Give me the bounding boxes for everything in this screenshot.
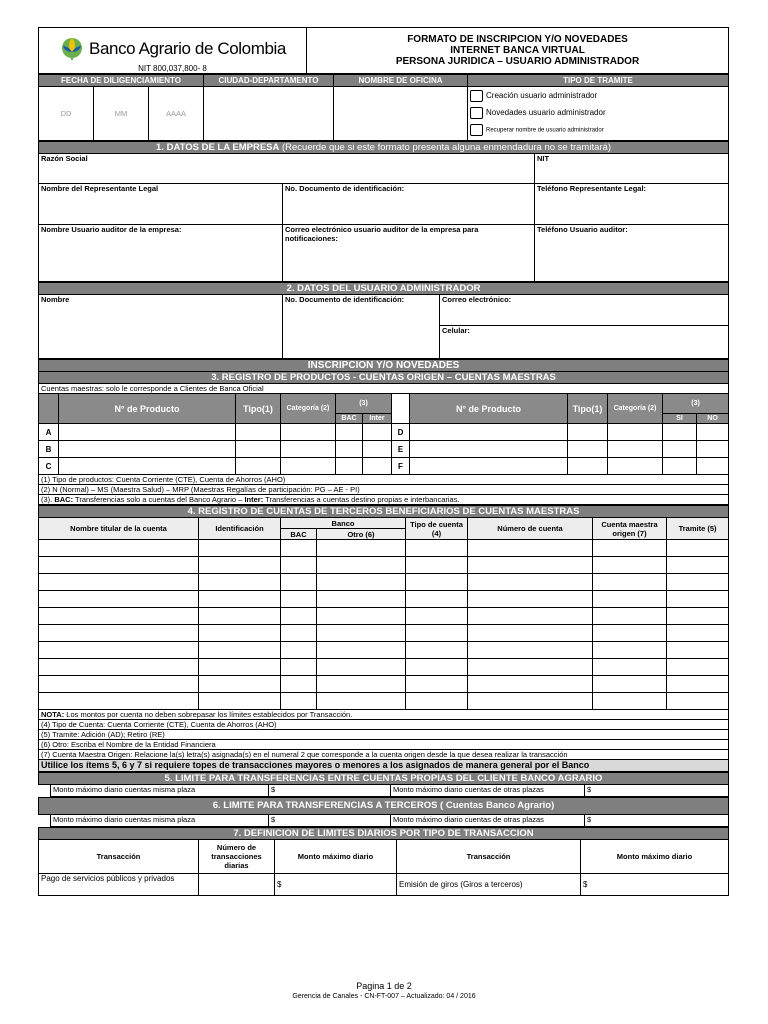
section6-title: 6. LIMITE PARA TRANSFERENCIAS A TERCEROS ( Cuentas Banco Agrario)	[39, 798, 729, 815]
product-row	[39, 424, 729, 441]
s6-misma-plaza-input[interactable]: $	[269, 815, 391, 827]
beneficiary-row	[39, 676, 729, 693]
tramite-options	[468, 87, 729, 141]
product-cell[interactable]	[410, 424, 568, 441]
footnote-4: (4) Tipo de Cuenta: Cuenta Corriente (CTE), Cuenta de Ahorros (AHO)	[39, 720, 729, 730]
beneficiary-cell[interactable]	[667, 574, 729, 591]
product-cell[interactable]	[59, 441, 236, 458]
product-cell[interactable]	[336, 424, 363, 441]
beneficiary-cell[interactable]	[468, 557, 593, 574]
option-label: Recuperar nombre de usuario administrador	[486, 127, 604, 134]
beneficiary-cell[interactable]	[281, 642, 317, 659]
beneficiary-cell[interactable]	[593, 693, 667, 710]
beneficiary-cell[interactable]	[406, 557, 468, 574]
product-cell[interactable]	[281, 441, 336, 458]
beneficiary-cell[interactable]	[281, 659, 317, 676]
beneficiary-cell[interactable]	[667, 625, 729, 642]
product-cell[interactable]	[281, 424, 336, 441]
beneficiary-cell[interactable]	[667, 540, 729, 557]
beneficiary-row	[39, 625, 729, 642]
beneficiary-cell[interactable]	[468, 625, 593, 642]
product-cell[interactable]	[663, 441, 697, 458]
beneficiary-cell[interactable]	[281, 540, 317, 557]
product-cell[interactable]	[59, 458, 236, 475]
option-novedades[interactable]	[470, 107, 726, 124]
section7-title: 7. DEFINICION DE LIMITES DIARIOS POR TIPO DE TRANSACCION	[39, 828, 729, 840]
product-cell[interactable]	[568, 424, 608, 441]
fn3-inter: Inter:	[244, 495, 264, 504]
razon-social-field[interactable]: Razón Social	[39, 154, 535, 184]
row-letter: B	[39, 441, 59, 458]
s5-misma-plaza-label: Monto máximo diario cuentas misma plaza	[51, 785, 269, 797]
footnote-1: (1) Tipo de productos: Cuenta Corriente (CTE), Cuenta de Ahorros (AHO)	[39, 475, 729, 485]
fn3-end: Transferencias a cuentas destino propias e interbancarias.	[263, 495, 460, 504]
si-header: SI	[663, 414, 697, 424]
beneficiary-cell[interactable]	[39, 557, 199, 574]
product-cell[interactable]	[568, 441, 608, 458]
beneficiary-cell[interactable]	[468, 540, 593, 557]
beneficiary-cell[interactable]	[406, 540, 468, 557]
beneficiary-cell[interactable]	[406, 608, 468, 625]
beneficiary-cell[interactable]	[406, 693, 468, 710]
checkbox[interactable]	[470, 90, 483, 102]
beneficiary-cell[interactable]	[317, 693, 406, 710]
section5-title: 5. LIMITE PARA TRANSFERENCIAS ENTRE CUENTAS PROPIAS DEL CLIENTE BANCO AGRARIO	[39, 773, 729, 785]
meta-table	[38, 74, 729, 141]
beneficiary-cell[interactable]	[406, 574, 468, 591]
product-cell[interactable]	[336, 441, 363, 458]
beneficiary-cell[interactable]	[406, 591, 468, 608]
section3-table	[38, 359, 729, 505]
beneficiary-cell[interactable]	[39, 693, 199, 710]
section4-nota	[39, 710, 729, 720]
beneficiary-cell[interactable]	[199, 557, 281, 574]
beneficiary-cell[interactable]	[406, 625, 468, 642]
option-label: Novedades usuario administrador	[486, 108, 606, 118]
blank-header	[39, 394, 59, 424]
monto-header: Monto máximo diario	[581, 840, 729, 874]
admin-correo-field[interactable]: Correo electrónico:	[440, 295, 729, 326]
beneficiary-cell[interactable]	[39, 540, 199, 557]
row-letter: C	[39, 458, 59, 475]
fn3-bac: BAC:	[54, 495, 74, 504]
row-letter: E	[392, 441, 410, 458]
title-line-2: INTERNET BANCA VIRTUAL	[450, 45, 585, 56]
identificacion-header: Identificación	[199, 518, 281, 540]
product-cell[interactable]	[363, 458, 392, 475]
beneficiary-cell[interactable]	[199, 591, 281, 608]
tipo-cuenta-header: Tipo de cuenta (4)	[406, 518, 468, 540]
section4-table	[38, 505, 729, 772]
beneficiary-cell[interactable]	[281, 591, 317, 608]
title-line-1: FORMATO DE INSCRIPCION Y/O NOVEDADES	[407, 34, 628, 45]
beneficiary-cell[interactable]	[317, 659, 406, 676]
beneficiary-row	[39, 642, 729, 659]
beneficiary-cell[interactable]	[317, 642, 406, 659]
beneficiary-cell[interactable]	[199, 608, 281, 625]
oficina-field[interactable]	[334, 87, 468, 141]
beneficiary-cell[interactable]	[39, 608, 199, 625]
section4-title: 4. REGISTRO DE CUENTAS DE TERCEROS BENEFICIARIOS DE CUENTAS MAESTRAS	[39, 506, 729, 518]
s6-otras-plazas-label: Monto máximo diario cuentas de otras plazas	[391, 815, 585, 827]
utilice-note: Utilice los ítems 5, 6 y 7 si requiere topes de transacciones mayores o menores a los asignados de manera general por el Banco	[39, 760, 729, 772]
beneficiary-cell[interactable]	[317, 591, 406, 608]
beneficiary-cell[interactable]	[39, 642, 199, 659]
form-title	[307, 28, 729, 74]
beneficiary-cell[interactable]	[199, 574, 281, 591]
option-label: Creación usuario administrador	[486, 91, 598, 101]
beneficiary-cell[interactable]	[468, 642, 593, 659]
row-letter: A	[39, 424, 59, 441]
beneficiary-cell[interactable]	[468, 608, 593, 625]
checkbox[interactable]	[470, 124, 483, 136]
beneficiary-cell[interactable]	[593, 676, 667, 693]
footer-page: Pagina 1 de 2	[356, 981, 412, 991]
beneficiary-cell[interactable]	[317, 574, 406, 591]
correo-auditor-field[interactable]: Correo electrónico usuario auditor de la empresa para notificaciones:	[283, 225, 535, 282]
beneficiary-cell[interactable]	[39, 659, 199, 676]
section3-title: 3. REGISTRO DE PRODUCTOS - CUENTAS ORIGEN – CUENTAS MAESTRAS	[39, 372, 729, 384]
beneficiary-cell[interactable]	[468, 659, 593, 676]
fecha-header: FECHA DE DILIGENCIAMIENTO	[39, 75, 204, 87]
beneficiary-cell[interactable]	[281, 676, 317, 693]
beneficiary-cell[interactable]	[281, 625, 317, 642]
admin-nombre-field[interactable]: Nombre	[39, 295, 283, 359]
beneficiary-row	[39, 659, 729, 676]
beneficiary-cell[interactable]	[317, 625, 406, 642]
product-cell[interactable]	[697, 424, 729, 441]
product-cell[interactable]	[608, 424, 663, 441]
product-cell[interactable]	[59, 424, 236, 441]
beneficiary-cell[interactable]	[406, 676, 468, 693]
monto-header: Monto máximo diario	[275, 840, 397, 874]
tel-auditor-field[interactable]: Teléfono Usuario auditor:	[535, 225, 729, 282]
dd-field[interactable]: DD	[39, 87, 94, 141]
section2-title: 2. DATOS DEL USUARIO ADMINISTRADOR	[39, 283, 729, 295]
product-cell[interactable]	[410, 441, 568, 458]
section3-note: Cuentas maestras: solo le corresponde a Clientes de Banca Oficial	[39, 384, 729, 394]
beneficiary-cell[interactable]	[468, 676, 593, 693]
beneficiary-cell[interactable]	[317, 608, 406, 625]
inscripcion-banner: INSCRIPCION Y/O NOVEDADES	[39, 360, 729, 372]
beneficiary-cell[interactable]	[468, 591, 593, 608]
section5-table	[38, 772, 729, 797]
beneficiary-cell[interactable]	[593, 591, 667, 608]
product-cell[interactable]	[336, 458, 363, 475]
section1-title	[39, 142, 729, 154]
tramite-header: TIPO DE TRAMITE	[468, 75, 729, 87]
beneficiary-cell[interactable]	[593, 625, 667, 642]
beneficiary-cell[interactable]	[199, 693, 281, 710]
section1-subtitle: (Recuerde que si este formato presenta alguna enmendadura no se tramitará)	[279, 142, 611, 153]
beneficiary-rows	[39, 540, 729, 710]
beneficiary-cell[interactable]	[667, 642, 729, 659]
no-header: NO	[697, 414, 729, 424]
product-cell[interactable]	[363, 441, 392, 458]
product-cell[interactable]	[236, 458, 281, 475]
beneficiary-cell[interactable]	[39, 676, 199, 693]
row-letter: F	[392, 458, 410, 475]
option-creacion[interactable]	[470, 90, 726, 107]
logo-cell	[39, 28, 307, 74]
beneficiary-cell[interactable]	[281, 693, 317, 710]
beneficiary-cell[interactable]	[406, 642, 468, 659]
bac-header: BAC	[336, 414, 363, 424]
beneficiary-cell[interactable]	[39, 574, 199, 591]
numero-transacciones-header: Número de transacciones diarias	[199, 840, 275, 874]
row-letter: D	[392, 424, 410, 441]
pago-servicios-numero[interactable]	[199, 874, 275, 896]
beneficiary-cell[interactable]	[199, 659, 281, 676]
section6-table	[38, 797, 729, 827]
beneficiary-cell[interactable]	[593, 540, 667, 557]
admin-celular-field[interactable]: Celular:	[440, 326, 729, 359]
rep-legal-field[interactable]: Nombre del Representante Legal	[39, 184, 283, 225]
product-cell[interactable]	[697, 458, 729, 475]
beneficiary-cell[interactable]	[406, 659, 468, 676]
beneficiary-cell[interactable]	[317, 540, 406, 557]
oficina-header: NOMBRE DE OFICINA	[334, 75, 468, 87]
beneficiary-cell[interactable]	[667, 591, 729, 608]
s5-otras-plazas-input[interactable]: $	[585, 785, 729, 797]
product-cell[interactable]	[281, 458, 336, 475]
footer-code: Gerencia de Canales - CN-FT-007 – Actualizado: 04 / 2016	[292, 993, 476, 1000]
beneficiary-cell[interactable]	[593, 608, 667, 625]
nota-label: NOTA:	[41, 710, 65, 719]
doc-id-field[interactable]: No. Documento de identificación:	[283, 184, 535, 225]
fn3-mid: Transferencias solo a cuentas del Banco Agrario –	[73, 495, 245, 504]
beneficiary-cell[interactable]	[667, 676, 729, 693]
section2-table	[38, 282, 729, 359]
tipo-header: Tipo(1)	[236, 394, 281, 424]
transaccion-header: Transacción	[39, 840, 199, 874]
section1-table	[38, 141, 729, 282]
product-cell[interactable]	[663, 458, 697, 475]
producto-header: N° de Producto	[59, 394, 236, 424]
beneficiary-cell[interactable]	[281, 574, 317, 591]
beneficiary-row	[39, 574, 729, 591]
beneficiary-cell[interactable]	[281, 608, 317, 625]
col3-header: (3)	[336, 394, 392, 414]
footnote-6: (6) Otro: Escriba el Nombre de la Entidad Financiera	[39, 740, 729, 750]
s5-misma-plaza-input[interactable]: $	[269, 785, 391, 797]
product-row	[39, 441, 729, 458]
product-cell[interactable]	[608, 441, 663, 458]
product-row	[39, 458, 729, 475]
s6-otras-plazas-input[interactable]: $	[585, 815, 729, 827]
transaccion-header: Transacción	[397, 840, 581, 874]
blank-header	[392, 394, 410, 424]
producto-header: N° de Producto	[410, 394, 568, 424]
beneficiary-row	[39, 608, 729, 625]
product-cell[interactable]	[663, 424, 697, 441]
spacer	[39, 785, 51, 797]
beneficiary-cell[interactable]	[39, 591, 199, 608]
product-cell[interactable]	[608, 458, 663, 475]
beneficiary-cell[interactable]	[199, 642, 281, 659]
beneficiary-cell[interactable]	[593, 557, 667, 574]
footnote-2: (2) N (Normal) – MS (Maestra Salud) – MRP (Maestras Regalías de participación: PG – AE - PI)	[39, 485, 729, 495]
bank-name: Banco Agrario de Colombia	[89, 39, 286, 58]
s6-misma-plaza-label: Monto máximo diario cuentas misma plaza	[51, 815, 269, 827]
header-table	[38, 27, 729, 74]
beneficiary-cell[interactable]	[199, 540, 281, 557]
footnote-7: (7) Cuenta Maestra Origen: Relacione la(s) letra(s) asignada(s) en el numeral 2 que corresponde a la cuenta origen desde la que desea realizar la transacción	[39, 750, 729, 760]
ciudad-header: CIUDAD-DEPARTAMENTO	[204, 75, 334, 87]
categoria-header: Categoría (2)	[608, 394, 663, 424]
beneficiary-cell[interactable]	[667, 693, 729, 710]
bac-header: BAC	[281, 529, 317, 540]
otro-header: Otro (6)	[317, 529, 406, 540]
title-line-3: PERSONA JURIDICA – USUARIO ADMINISTRADOR	[395, 56, 640, 67]
titular-header: Nombre titular de la cuenta	[39, 518, 199, 540]
beneficiary-cell[interactable]	[199, 625, 281, 642]
nota-text: Los montos por cuenta no deben sobrepasar los límites establecidos por Transacción.	[64, 710, 353, 719]
form-page	[38, 27, 728, 896]
pago-servicios-label: Pago de servicios públicos y privados	[39, 874, 199, 896]
categoria-header: Categoría (2)	[281, 394, 336, 424]
numero-cuenta-header: Número de cuenta	[468, 518, 593, 540]
bank-nit: NIT 800,037,800- 8	[138, 64, 207, 73]
beneficiary-cell[interactable]	[317, 676, 406, 693]
mm-field[interactable]: MM	[94, 87, 149, 141]
beneficiary-cell[interactable]	[593, 574, 667, 591]
beneficiary-row	[39, 540, 729, 557]
banco-header: Banco	[281, 518, 406, 529]
option-recuperar[interactable]	[470, 124, 726, 138]
admin-doc-field[interactable]: No. Documento de identificación:	[283, 295, 440, 359]
footnote-5: (5) Tramite: Adición (AD); Retiro (RE)	[39, 730, 729, 740]
beneficiary-cell[interactable]	[39, 625, 199, 642]
beneficiary-cell[interactable]	[593, 659, 667, 676]
aaaa-field[interactable]: AAAA	[149, 87, 204, 141]
checkbox[interactable]	[470, 107, 483, 119]
tramite-header: Tramite (5)	[667, 518, 729, 540]
nit-field[interactable]: NIT	[535, 154, 729, 184]
tipo-header: Tipo(1)	[568, 394, 608, 424]
product-cell[interactable]	[236, 424, 281, 441]
spacer	[39, 815, 51, 827]
beneficiary-cell[interactable]	[667, 659, 729, 676]
beneficiary-cell[interactable]	[468, 574, 593, 591]
footnote-3	[39, 495, 729, 505]
beneficiary-cell[interactable]	[317, 557, 406, 574]
beneficiary-cell[interactable]	[281, 557, 317, 574]
product-cell[interactable]	[363, 424, 392, 441]
cuenta-maestra-header: Cuenta maestra origen (7)	[593, 518, 667, 540]
beneficiary-cell[interactable]	[468, 693, 593, 710]
bank-logo-icon	[59, 36, 85, 62]
col3-header: (3)	[663, 394, 729, 414]
beneficiary-row	[39, 591, 729, 608]
beneficiary-cell[interactable]	[667, 557, 729, 574]
inter-header: Inter	[363, 414, 392, 424]
emision-giros-label: Emisión de giros (Giros a terceros)	[397, 874, 581, 896]
beneficiary-cell[interactable]	[199, 676, 281, 693]
usuario-auditor-field[interactable]: Nombre Usuario auditor de la empresa:	[39, 225, 283, 282]
emision-giros-monto[interactable]: $	[581, 874, 729, 896]
tel-rep-field[interactable]: Teléfono Representante Legal:	[535, 184, 729, 225]
product-cell[interactable]	[410, 458, 568, 475]
fn3-prefix: (3).	[41, 495, 55, 504]
beneficiary-cell[interactable]	[667, 608, 729, 625]
pago-servicios-monto[interactable]: $	[275, 874, 397, 896]
product-cell[interactable]	[236, 441, 281, 458]
product-cell[interactable]	[568, 458, 608, 475]
section7-table	[38, 827, 729, 896]
ciudad-field[interactable]	[204, 87, 334, 141]
s5-otras-plazas-label: Monto máximo diario cuentas de otras plazas	[391, 785, 585, 797]
beneficiary-row	[39, 693, 729, 710]
section1-title-text: 1. DATOS DE LA EMPRESA	[156, 142, 280, 153]
product-cell[interactable]	[697, 441, 729, 458]
beneficiary-cell[interactable]	[593, 642, 667, 659]
beneficiary-row	[39, 557, 729, 574]
